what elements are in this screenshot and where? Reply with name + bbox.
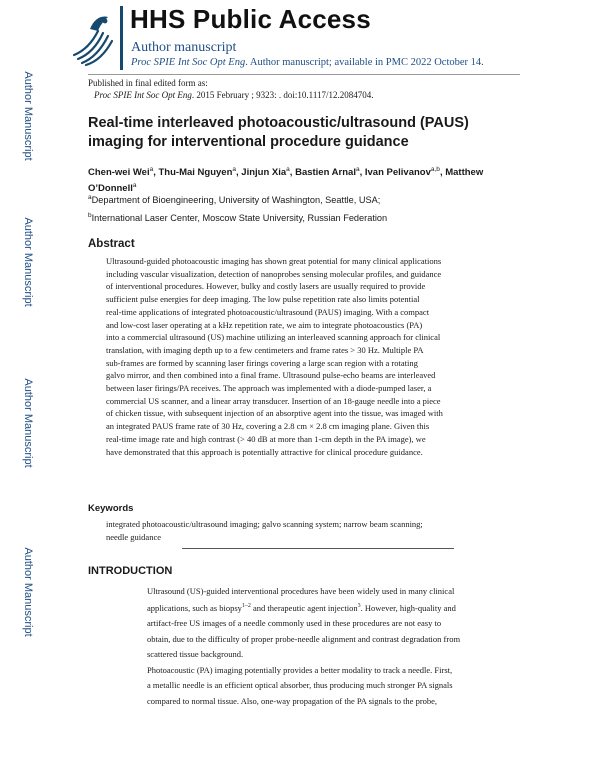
abstract-line: have demonstrated that this approach is potentially attractive for clinical procedure guidance. <box>106 446 423 457</box>
abstract-line: Ultrasound-guided photoacoustic imaging has shown great potential for many clinical applications <box>106 256 442 266</box>
abstract-line: of chicken tissue, with subsequent injection of an absorptive agent into the tissue, was imaged with <box>106 408 443 419</box>
author-affiliation-mark: a <box>286 166 290 173</box>
introduction-paragraph-2: Photoacoustic (PA) imaging potentially provides a better modality to track a needle. First, a metallic needle is an efficient optical absorber, thus producing much stronger PA signals compared to normal tissue. Also, one-way propagation of the PA signals to the probe, <box>147 665 453 706</box>
author-name: Thu-Mai Nguyen <box>158 167 233 179</box>
introduction-heading: INTRODUCTION <box>88 565 173 577</box>
author-affiliation-mark: a <box>132 182 137 190</box>
published-journal: Proc SPIE Int Soc Opt Eng <box>94 90 192 100</box>
header-citation <box>131 57 484 68</box>
abstract-line: translation, with imaging depth up to a few centimeters and frame rates > 30 Hz. Multiple PA <box>106 344 424 355</box>
author-manuscript-label: Author manuscript <box>131 40 237 55</box>
reference-link[interactable]: 3 <box>357 603 361 610</box>
abstract-line: an integrated PAUS frame rate of 30 Hz, covering a 2.8 cm × 2.8 cm imaging plane. Given this <box>106 421 430 432</box>
keywords-divider <box>182 548 454 549</box>
author-separator: , <box>236 167 242 179</box>
article-title: Real-time interleaved photoacoustic/ultrasound (PAUS) imaging for interventional procedure guidance <box>88 115 469 150</box>
header-journal-name[interactable]: Proc SPIE Int Soc Opt Eng <box>131 57 246 68</box>
affiliation-b: $^b$International Laser Center, Moscow State University, Russian Federation <box>88 212 388 224</box>
author-separator: , <box>153 167 159 179</box>
abstract-line: into a commercial ultrasound (US) machine utilizing an interleaved scanning approach for clinical <box>106 332 441 343</box>
abstract-line: real-time applications of integrated photoacoustic/ultrasound (PAUS) imaging. With a compact <box>106 306 430 317</box>
reference-link[interactable]: 1–2 <box>241 603 251 610</box>
abstract-body <box>106 255 524 458</box>
keywords-text <box>106 518 516 543</box>
author-affiliation-mark: a <box>149 166 154 173</box>
author-separator: , <box>289 167 296 179</box>
abstract-line: commercial US scanner, and a linear array transducer. Insertion of an 18-gauge needle into a piece <box>106 395 441 406</box>
abstract-line: and low-cost laser operating at a kHz repetition rate, we aim to integrate photoacoustics (PA) <box>106 319 423 330</box>
author-list <box>88 163 518 195</box>
published-details[interactable]: . 2015 February ; 9323: . doi:10.1117/12.2084704. <box>191 90 374 100</box>
keywords-line-2: needle guidance <box>106 531 161 542</box>
published-citation <box>94 90 373 100</box>
hhs-eagle-logo-icon <box>68 9 116 67</box>
abstract-line: of interventional procedures. However, bulky and costly lasers are usually required to provide <box>106 281 426 292</box>
abstract-heading: Abstract <box>88 238 135 250</box>
introduction-paragraph-1: Ultrasound (US)-guided interventional procedures have been widely used in many clinical applications, such as biopsy$^{1-2}$ and therapeutic agent injection$^3$. However, high-quality and artifact-free US images of a needle commonly used in these procedures are not easy to obtain, due to the difficulty of proper probe-needle alignment and contrast degradation from scattered tissue background. <box>147 586 461 660</box>
hhs-public-access-title: HHS Public Access <box>130 4 371 34</box>
author-name: Ivan Pelivanov <box>364 167 431 179</box>
author-name: Jinjun Xia <box>241 167 287 179</box>
abstract-line: including vascular visualization, detection of nanoprobes sensing molecular profiles, and guidance <box>106 268 442 279</box>
author-affiliation-mark: a,b <box>430 166 440 173</box>
author-affiliation-mark: a <box>355 166 360 173</box>
abstract-line: sub-frames are formed by scanning laser firings covering a large scan region with a rotating <box>106 357 418 368</box>
author-name: Chen-wei Wei <box>88 167 150 179</box>
author-separator: , <box>359 167 365 179</box>
header-rule <box>88 74 520 75</box>
abstract-line: between laser firings/PA receives. The approach was implemented with a diode-pumped laser, a <box>106 383 432 394</box>
author-affiliation-mark: a <box>232 166 237 173</box>
abstract-line: real-time image rate and high contrast (> 40 dB at more than 1-cm depth in the PA image), we <box>106 433 426 444</box>
keywords-line-1: integrated photoacoustic/ultrasound imaging; galvo scanning system; narrow beam scanning; <box>106 519 423 529</box>
header-vertical-rule <box>120 6 123 70</box>
keywords-heading: Keywords <box>88 503 134 514</box>
author-name: Bastien Arnal <box>295 167 356 179</box>
affiliation-a: $^a$Department of Bioengineering, University of Washington, Seattle, USA; <box>88 194 381 206</box>
published-intro: Published in final edited form as: <box>88 78 208 88</box>
abstract-line: galvo mirror, and then combined into a final frame. Ultrasound pulse-echo beams are interleaved <box>106 370 436 381</box>
header-availability: . Author manuscript; available in PMC 2022 October 14. <box>245 57 484 68</box>
author-separator: , <box>439 167 446 179</box>
abstract-line: sufficient pulse energies for deep imaging. The low pulse repetition rate also limits potential <box>106 294 420 305</box>
author-name: Matthew O’Donnell <box>88 167 484 195</box>
